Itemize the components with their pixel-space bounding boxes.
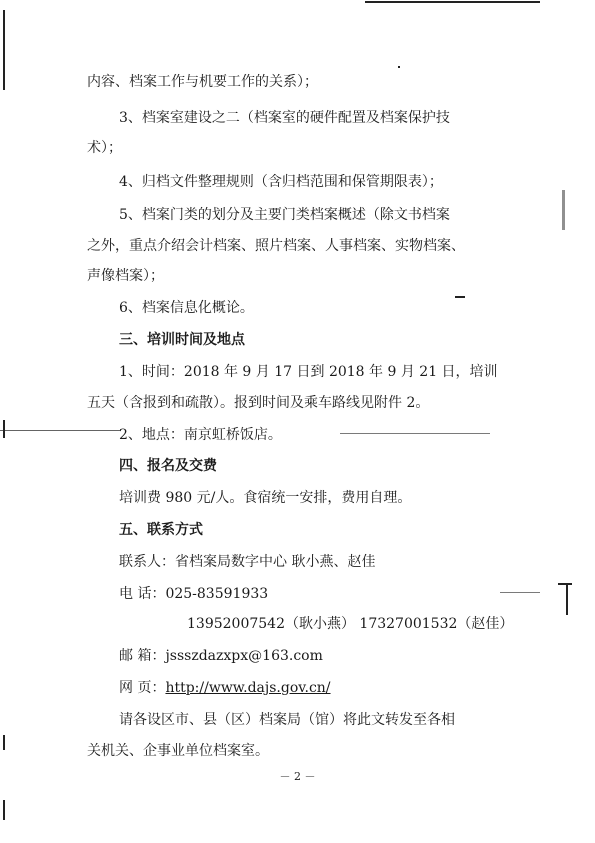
section-heading: 五、联系方式 xyxy=(119,522,203,538)
body-line: 5、档案门类的划分及主要门类档案概述（除文书档案 xyxy=(119,207,450,223)
scan-left-edge-mark xyxy=(3,420,5,438)
contact-mobiles: 13952007542（耿小燕） 17327001532（赵佳） xyxy=(187,616,514,632)
body-line: 2、地点：南京虹桥饭店。 xyxy=(119,427,282,443)
scan-top-rule xyxy=(365,1,540,3)
body-line: 3、档案室建设之二（档案室的硬件配置及档案保护技 xyxy=(119,110,450,126)
scan-smudge-line xyxy=(500,592,540,593)
body-line: 4、归档文件整理规则（含归档范围和保管期限表）； xyxy=(119,174,443,190)
body-line: 之外，重点介绍会计档案、照片档案、人事档案、实物档案、 xyxy=(87,238,465,254)
page-number: － 2 － xyxy=(279,770,316,783)
website-label: 网 页： xyxy=(119,680,166,696)
body-line: 内容、档案工作与机要工作的关系）； xyxy=(87,74,318,90)
website-link[interactable]: http://www.dajs.gov.cn/ xyxy=(165,680,331,696)
body-line: 关机关、企事业单位档案室。 xyxy=(87,743,269,759)
section-heading: 四、报名及交费 xyxy=(119,458,217,474)
scan-smudge-line xyxy=(0,430,120,431)
body-line: 声像档案）； xyxy=(87,268,164,284)
body-line: 五天（含报到和疏散）。报到时间及乘车路线见附件 2。 xyxy=(87,395,430,411)
scan-margin-mark xyxy=(558,583,572,585)
body-line: 1、时间：2018 年 9 月 17 日到 2018 年 9 月 21 日，培训 xyxy=(119,364,498,380)
scan-left-edge-mark xyxy=(3,10,5,90)
scan-smudge-line xyxy=(340,433,490,434)
body-line: 6、档案信息化概论。 xyxy=(119,300,254,316)
body-line: 培训费 980 元/人。食宿统一安排，费用自理。 xyxy=(119,490,412,506)
scan-margin-mark xyxy=(566,585,568,615)
section-heading: 三、培训时间及地点 xyxy=(119,332,245,348)
scan-margin-mark xyxy=(562,190,565,230)
contact-phone: 电 话：025-83591933 xyxy=(119,586,269,602)
contact-website xyxy=(119,678,331,698)
scan-dot xyxy=(398,66,400,68)
contact-email: 邮 箱：jssszdazxpx@163.com xyxy=(119,648,323,664)
contact-person: 联系人：省档案局数字中心 耿小燕、赵佳 xyxy=(119,554,376,570)
scan-left-edge-mark xyxy=(3,735,5,750)
scan-left-edge-mark xyxy=(3,800,5,820)
body-line: 术）； xyxy=(87,140,122,156)
scan-dash xyxy=(455,296,465,298)
body-line: 请各设区市、县（区）档案局（馆）将此文转发至各相 xyxy=(119,712,455,728)
